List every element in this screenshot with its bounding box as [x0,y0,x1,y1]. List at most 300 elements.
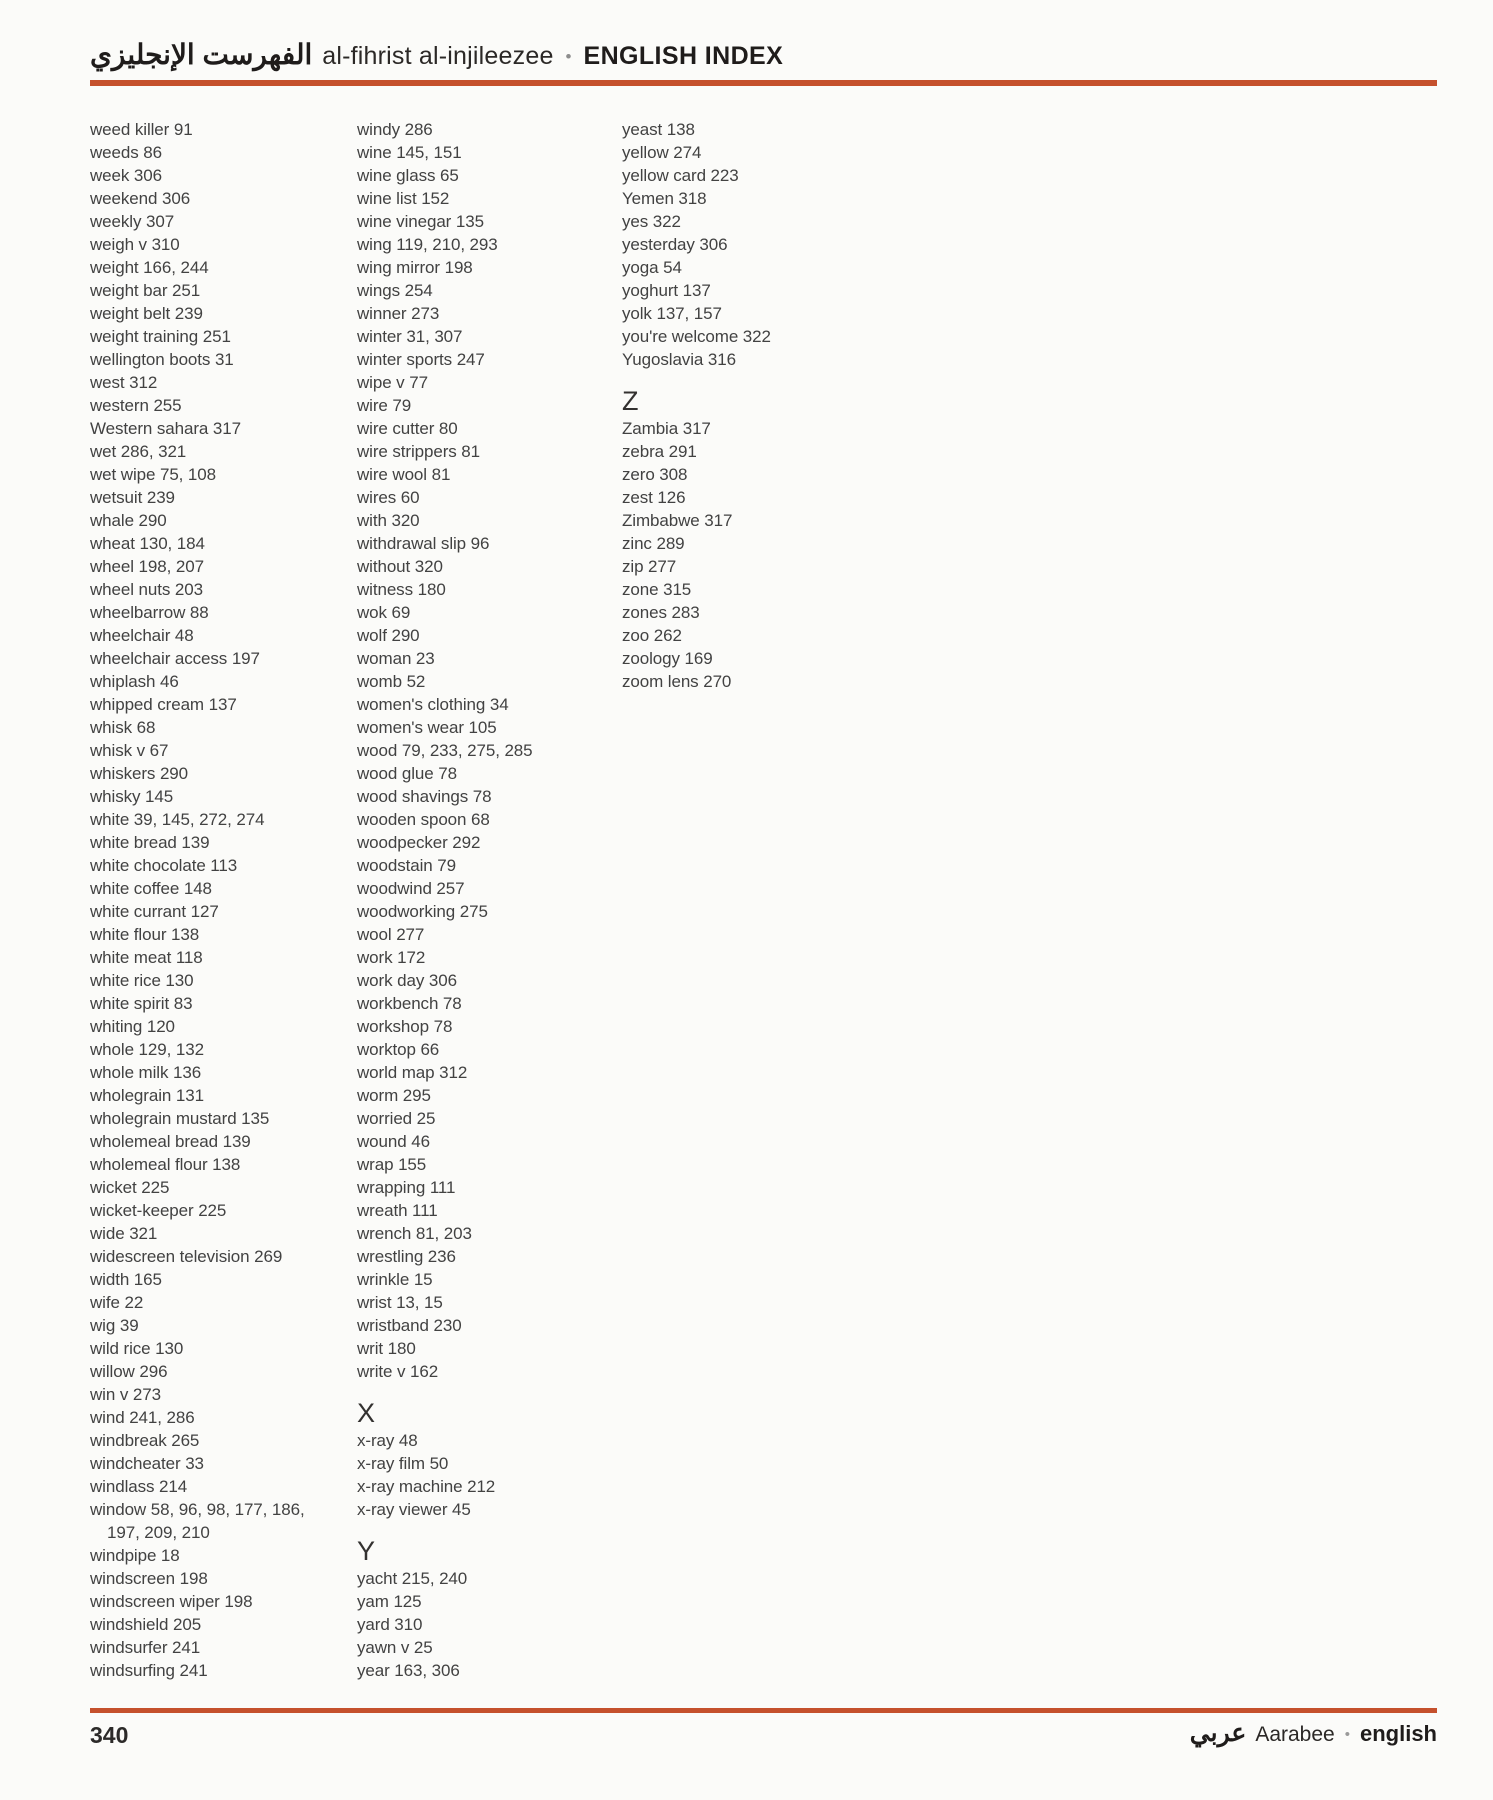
index-entry [90,831,330,854]
entry-pages: 212 [462,1477,496,1496]
entry-term: work day [357,971,425,990]
entry-pages: 262 [649,626,682,645]
index-entry [622,670,862,693]
entry-pages: 180 [413,580,446,599]
entry-term: wide [90,1224,125,1243]
entry-pages: 48 [394,1431,418,1450]
index-entry [90,1291,330,1314]
entry-term: whiplash [90,672,156,691]
index-entry [90,992,330,1015]
index-entry [357,1475,597,1498]
entry-term: women's clothing [357,695,486,714]
index-entry [90,601,330,624]
entry-pages: 205 [168,1615,202,1634]
entry-term: wrist [357,1293,392,1312]
index-entry [90,1659,330,1682]
index-entry [357,601,597,624]
entry-term: zoom lens [622,672,699,691]
entry-term: wellington boots [90,350,211,369]
entry-pages: 79 [387,396,412,415]
entry-pages: 306 [157,189,191,208]
index-entry [90,1038,330,1061]
entry-term: yard [357,1615,390,1634]
entry-term: white chocolate [90,856,206,875]
entry-term: wine glass [357,166,436,185]
entry-term: whale [90,511,134,530]
entry-term: white meat [90,948,172,967]
index-entry [357,1061,597,1084]
entry-pages: 251 [198,327,231,346]
index-entry [357,831,597,854]
entry-term: wetsuit [90,488,143,507]
footer-english: english [1359,1721,1437,1746]
index-entry [357,1360,597,1383]
entry-term: winter sports [357,350,453,369]
index-entry [90,578,330,601]
entry-term: zebra [622,442,665,461]
index-entry [90,1176,330,1199]
index-entry [357,1199,597,1222]
entry-term: windsurfing [90,1661,175,1680]
entry-term: world map [357,1063,435,1082]
entry-term: windlass [90,1477,155,1496]
entry-term: weigh v [90,235,147,254]
entry-term: zoology [622,649,680,668]
index-entry [357,739,597,762]
entry-pages: 33 [180,1454,204,1473]
entry-pages: 68 [466,810,490,829]
entry-term: white [90,810,130,829]
index-entry [90,118,330,141]
entry-pages: 241 [174,1661,208,1680]
entry-pages: 286 [399,120,433,139]
entry-pages: 306 [424,971,457,990]
entry-pages: 139 [217,1132,251,1151]
entry-pages: 39, 145, 272, 274 [129,810,265,829]
entry-term: Yemen [622,189,674,208]
entry-term: white flour [90,925,167,944]
entry-pages: 22 [119,1293,144,1312]
entry-term: wing [357,235,392,254]
index-entry [622,532,862,555]
entry-pages: 152 [416,189,450,208]
index-entry [622,325,862,348]
index-entry [90,900,330,923]
entry-term: woodstain [357,856,433,875]
header-title-english: ENGLISH INDEX [583,42,784,70]
entry-term: workbench [357,994,439,1013]
entry-pages: 77 [404,373,428,392]
entry-pages: 135 [451,212,484,231]
entry-term: wristband [357,1316,429,1335]
entry-term: without [357,557,411,576]
entry-pages: 273 [406,304,440,323]
entry-pages: 60 [396,488,420,507]
index-entry [90,532,330,555]
index-entry [90,1153,330,1176]
index-entry [90,1567,330,1590]
index-entry [90,486,330,509]
entry-pages: 162 [405,1362,439,1381]
entry-term: wire strippers [357,442,457,461]
entry-pages: 254 [399,281,433,300]
entry-term: zones [622,603,667,622]
entry-pages: 125 [388,1592,422,1611]
index-entry [90,693,330,716]
entry-pages: 275 [455,902,488,921]
index-entry [357,946,597,969]
entry-pages: 312 [434,1063,468,1082]
index-entry [357,693,597,716]
index-entry [357,1291,597,1314]
entry-pages: 321 [124,1224,158,1243]
index-entry [622,601,862,624]
index-entry [90,1268,330,1291]
index-entry [90,946,330,969]
index-entry [357,1337,597,1360]
entry-pages: 120 [142,1017,175,1036]
entry-pages: 251 [167,281,201,300]
entry-pages: 80 [434,419,458,438]
entry-term: wheel nuts [90,580,171,599]
entry-term: yellow [622,143,669,162]
entry-term: weekly [90,212,142,231]
entry-pages: 320 [386,511,420,530]
index-entry [90,670,330,693]
entry-term: zip [622,557,644,576]
index-entry [622,302,862,325]
index-entry [357,233,597,256]
index-entry [357,624,597,647]
index-entry [622,256,862,279]
index-entry [357,969,597,992]
footer-bullet-separator: • [1344,1726,1350,1743]
entry-pages: 247 [452,350,485,369]
index-entry [357,1107,597,1130]
entry-term: wholemeal bread [90,1132,218,1151]
entry-pages: 83 [169,994,193,1013]
index-entry [357,1153,597,1176]
entry-term: week [90,166,130,185]
entry-term: yeast [622,120,663,139]
index-entry [357,210,597,233]
index-entry [357,1245,597,1268]
entry-pages: 317 [208,419,241,438]
entry-pages: 273 [128,1385,161,1404]
entry-term: wicket-keeper [90,1201,194,1220]
index-entry [90,969,330,992]
index-entry [90,302,330,325]
index-entry [90,1475,330,1498]
index-entry [622,624,862,647]
index-entry [357,141,597,164]
entry-term: windshield [90,1615,169,1634]
entry-pages: 66 [415,1040,440,1059]
entry-pages: 119, 210, 293 [391,235,498,254]
entry-term: wine vinegar [357,212,452,231]
index-entry [90,647,330,670]
entry-pages: 91 [169,120,193,139]
index-entry [90,325,330,348]
index-entry [90,1406,330,1429]
index-column [90,118,330,1682]
index-entry [90,1314,330,1337]
entry-pages: 312 [124,373,158,392]
index-entry [357,394,597,417]
entry-term: year [357,1661,390,1680]
entry-pages: 96 [466,534,490,553]
index-entry [622,509,862,532]
entry-pages: 31 [210,350,234,369]
entry-term: wine list [357,189,417,208]
index-entry [622,555,862,578]
index-entry [357,164,597,187]
entry-term: windcheater [90,1454,181,1473]
entry-pages: 306 [694,235,728,254]
index-entry [357,417,597,440]
entry-term: whiskers [90,764,156,783]
entry-pages: 25 [409,1638,433,1657]
entry-pages: 308 [654,465,688,484]
page-header [90,38,1437,71]
entry-term: weight belt [90,304,171,323]
entry-term: zero [622,465,655,484]
index-entry [357,118,597,141]
index-entry [357,463,597,486]
index-entry [357,1498,597,1521]
entry-term: wholegrain mustard [90,1109,237,1128]
index-entry [357,923,597,946]
entry-pages: 69 [386,603,411,622]
entry-pages: 81 [456,442,481,461]
entry-term: yoghurt [622,281,679,300]
entry-term: wreath [357,1201,408,1220]
entry-pages: 45 [447,1500,471,1519]
entry-term: wife [90,1293,120,1312]
index-entry [622,141,862,164]
entry-pages: 286, 321 [116,442,187,461]
index-entry [357,716,597,739]
entry-term: worried [357,1109,413,1128]
index-entry [90,463,330,486]
entry-term: widescreen television [90,1247,250,1266]
entry-pages: 52 [401,672,426,691]
entry-pages: 145, 151 [391,143,462,162]
entry-term: witness [357,580,413,599]
entry-term: wig [90,1316,116,1335]
entry-pages: 198 [439,258,473,277]
entry-term: Zambia [622,419,679,438]
entry-pages: 165 [129,1270,162,1289]
entry-term: x-ray machine [357,1477,463,1496]
entry-term: weight training [90,327,199,346]
entry-term: wire wool [357,465,427,484]
entry-pages: 31, 307 [401,327,463,346]
entry-pages: 25 [412,1109,436,1128]
index-entry [90,854,330,877]
index-entry [90,233,330,256]
entry-pages: 291 [664,442,697,461]
entry-term: wolf [357,626,387,645]
entry-term: yesterday [622,235,695,254]
entry-pages: 145 [140,787,174,806]
entry-pages: 239 [142,488,175,507]
entry-term: whisk v [90,741,146,760]
entry-term: yam [357,1592,389,1611]
index-entry [357,325,597,348]
entry-term: wind [90,1408,125,1427]
entry-pages: 75, 108 [155,465,216,484]
entry-pages: 180 [383,1339,416,1358]
entry-pages: 127 [186,902,219,921]
index-entry [357,1176,597,1199]
entry-term: yellow card [622,166,706,185]
entry-pages: 138 [166,925,200,944]
entry-term: woodpecker [357,833,448,852]
index-entry [90,1061,330,1084]
index-entry [622,279,862,302]
index-entry [357,1015,597,1038]
entry-term: wicket [90,1178,137,1197]
index-entry [90,624,330,647]
entry-term: whiting [90,1017,143,1036]
index-entry [357,877,597,900]
header-bullet-separator: • [565,47,572,66]
entry-pages: 214 [154,1477,188,1496]
entry-pages: 230 [428,1316,462,1335]
index-entry [357,1084,597,1107]
index-entry [90,164,330,187]
entry-pages: 155 [393,1155,427,1174]
entry-pages: 118 [171,948,203,967]
entry-pages: 223 [705,166,739,185]
entry-term: whisky [90,787,141,806]
entry-term: windsurfer [90,1638,168,1657]
entry-term: win v [90,1385,129,1404]
section-letter: X [357,1398,375,1428]
entry-term: Zimbabwe [622,511,700,530]
entry-term: wire cutter [357,419,435,438]
index-column [622,118,862,693]
entry-term: withdrawal slip [357,534,467,553]
index-entry [357,1314,597,1337]
entry-term: wine [357,143,392,162]
entry-term: wholegrain [90,1086,172,1105]
index-entry [90,1613,330,1636]
entry-pages: 129, 132 [133,1040,204,1059]
entry-pages: 318 [673,189,707,208]
entry-term: weekend [90,189,158,208]
entry-pages: 126 [652,488,686,507]
entry-term: west [90,373,125,392]
entry-pages: 203 [170,580,203,599]
entry-pages: 225 [193,1201,227,1220]
entry-term: wrapping [357,1178,426,1197]
index-entry [357,808,597,831]
index-entry [622,440,862,463]
index-entry [90,210,330,233]
entry-pages: 265 [166,1431,200,1450]
entry-term: yolk [622,304,652,323]
entry-pages: 81 [426,465,451,484]
entry-pages: 130, 184 [134,534,205,553]
entry-pages: 239 [170,304,203,323]
entry-pages: 290 [133,511,167,530]
index-entry [357,762,597,785]
entry-term: weight [90,258,139,277]
entry-term: woman [357,649,412,668]
index-entry [357,1452,597,1475]
entry-pages: 111 [425,1178,456,1197]
index-entry [90,141,330,164]
entry-term: wrinkle [357,1270,410,1289]
entry-term: windy [357,120,400,139]
entry-term: wing mirror [357,258,440,277]
entry-term: work [357,948,393,967]
entry-term: wire [357,396,388,415]
entry-pages: 139 [176,833,210,852]
entry-pages: 46 [155,672,179,691]
index-entry [357,256,597,279]
entry-pages: 277 [391,925,425,944]
index-entry [90,1084,330,1107]
entry-term: wheelchair [90,626,171,645]
index-entry [357,1590,597,1613]
index-entry [622,233,862,256]
entry-pages: 111 [407,1201,438,1220]
entry-pages: 50 [424,1454,449,1473]
entry-term: womb [357,672,402,691]
index-entry [90,417,330,440]
entry-pages: 277 [643,557,677,576]
entry-pages: 310 [146,235,180,254]
index-entry [357,992,597,1015]
index-entry [90,1107,330,1130]
entry-term: wrap [357,1155,394,1174]
entry-pages: 241 [167,1638,201,1657]
entry-term: weeds [90,143,139,162]
index-entry [622,187,862,210]
entry-pages: 290 [386,626,420,645]
entry-pages: 39 [115,1316,139,1335]
entry-pages: 316 [703,350,736,369]
entry-term: with [357,511,387,530]
entry-term: woodwind [357,879,432,898]
page-number: 340 [90,1722,129,1748]
footer-rule [90,1708,1437,1713]
index-entry [90,1337,330,1360]
entry-pages: 274 [668,143,702,162]
index-entry [90,1199,330,1222]
index-entry [90,348,330,371]
index-entry [90,1636,330,1659]
index-entry [90,256,330,279]
entry-pages: 306 [129,166,162,185]
entry-term: x-ray [357,1431,395,1450]
index-entry [90,279,330,302]
index-entry [90,923,330,946]
entry-term: yawn v [357,1638,410,1657]
entry-term: white currant [90,902,187,921]
index-entry [90,1429,330,1452]
index-entry [357,1268,597,1291]
index-entry [622,417,862,440]
entry-pages: 290 [155,764,189,783]
entry-term: white bread [90,833,177,852]
index-entry [622,486,862,509]
entry-pages: 315 [658,580,692,599]
entry-pages: 88 [185,603,209,622]
